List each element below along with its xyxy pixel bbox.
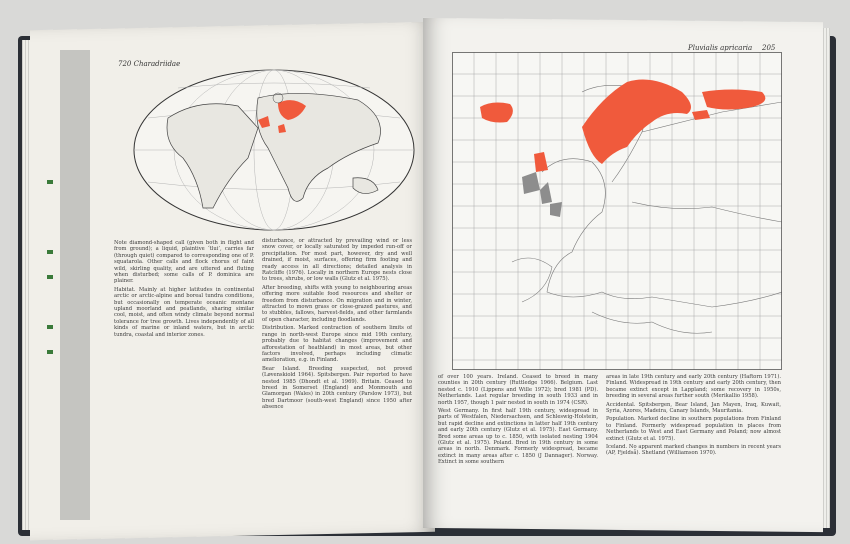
paragraph: After breeding, shifts with young to neighbouring areas offering more suitable food resources and shelter or freedom from disturbance. On migration and in winter, attracted to mown grass or close-grazed pastures, and to stubbles, fallows, harvest-fields, and other farmlands of open character, including floodlands. — [262, 284, 412, 323]
thumb-marker — [47, 325, 53, 329]
right-text-column-1 — [438, 374, 598, 514]
paragraph: Accidental. Spitsbergen, Bear Island, Jan Mayen, Iraq, Kuwait, Syria, Azores, Madeira, Canary Islands, Mauritania. — [606, 401, 781, 415]
left-running-head: 720 Charadriidae — [118, 60, 181, 68]
thumb-marker — [47, 350, 53, 354]
paragraph: Iceland. No apparent marked changes in numbers in recent years (AP, Fjeldså). Shetland (Williamson 1970). — [606, 444, 781, 457]
right-running-head: Pluvialis apricaria — [688, 44, 753, 52]
paragraph: disturbance, or attracted by prevailing wind or less snow cover, or locally saturated by impeded run-off or precipitation. For most part, however, dry and well drained, if moist, surfaces, offering firm footing and ready access in all directions; detailed analysis in Ratcliffe (1976). Locally in northern Europe nests close to trees, shrubs, or low walls (Glutz et al. 1975). — [262, 238, 412, 283]
paragraph: West Germany. In first half 19th century, widespread in parts of Westfalen, Niedersachsen, and Schleswig-Holstein, but rapid decline and extinctions in latter half 19th century and early 20th century (Glutz et al. 1975). East Germany. Bred some areas up to c. 1850, with isolated nesting 1904 (Glutz et al. 1975). Poland. Bred in 19th century in some areas in north. Denmark. Formerly widespread, became extinct in many areas after c. 1850 (J Dannager). Norway. Extinct in some southern — [438, 408, 598, 466]
thumb-marker — [47, 275, 53, 279]
thumb-marker — [47, 180, 53, 184]
paragraph: areas in late 19th century and early 20th century (Haftorn 1971). Finland. Widespread in 19th century and early 20th century, then became extinct except in Lappland; some recovery in 1950s, breeding in several areas further south (Merikallio 1958). — [606, 374, 781, 400]
left-text-column-1 — [114, 240, 254, 510]
paragraph: Population. Marked decline in southern populations from Finland to Finland. Formerly widespread population in places from Netherlands to West and East Germany and Poland; now almost extinct (Glutz et al. 1975). — [606, 416, 781, 442]
paragraph: Habitat. Mainly at higher latitudes in continental arctic or arctic-alpine and boreal tundra conditions, but occasionally on temperate oceanic montane upland moorland and peatlands, sharing similar cool, moist, and often windy climate beyond normal tolerance for tree growth. Lives independently of all kinds of marine or inland waters, but in arctic tundra, coastal and interior zones. — [114, 286, 254, 338]
right-page-number: 205 — [762, 44, 776, 52]
paragraph: of over 100 years. Ireland. Ceased to breed in many counties in 20th century (Ruttledge 1966). Belgium. Last nested c. 1910 (Lippens and Wille 1972); bred 1981 (PD). Netherlands. Last regular breeding in south 1933 and in north 1957, though 1 pair nested in south in 1974 (CSR). — [438, 374, 598, 406]
world-range-map — [128, 58, 420, 234]
paragraph: Note diamond-shaped call (given both in flight and from ground); a liquid, plaintive ‘tlui’, carries far (through quiet) compared to corresponding one of P. squatarola. Other calls and flock chorus of faint wild, skirling quality, and are uttered and fluting when disturbed; some calls of P. dominica are plainer. — [114, 240, 254, 285]
left-text-column-2 — [262, 238, 412, 518]
thumb-marker — [47, 250, 53, 254]
paragraph: Distribution. Marked contraction of southern limits of range in north-west Europe since mid 19th century, probably due to habitat changes (improvement and afforestation of heathland) in most areas, but other factors involved, perhaps including climatic amelioration, e.g. in Finland. — [262, 325, 412, 364]
thumb-index-markers — [45, 60, 57, 420]
page-gutter-shadow — [60, 50, 90, 520]
paragraph: Bear Island. Breeding suspected, not proved (Løvenskiold 1964). Spitsbergen. Pair reported to have nested 1985 (Dhondt et al. 1969). Britain. Ceased to breed in Somerset (England) and Monmouth and Glamorgan (Wales) in 20th century (Parslow 1973), but bred Dartmoor (south-west England) since 1950 after absence — [262, 365, 412, 411]
europe-range-map — [452, 52, 782, 370]
right-text-column-2 — [606, 374, 781, 514]
